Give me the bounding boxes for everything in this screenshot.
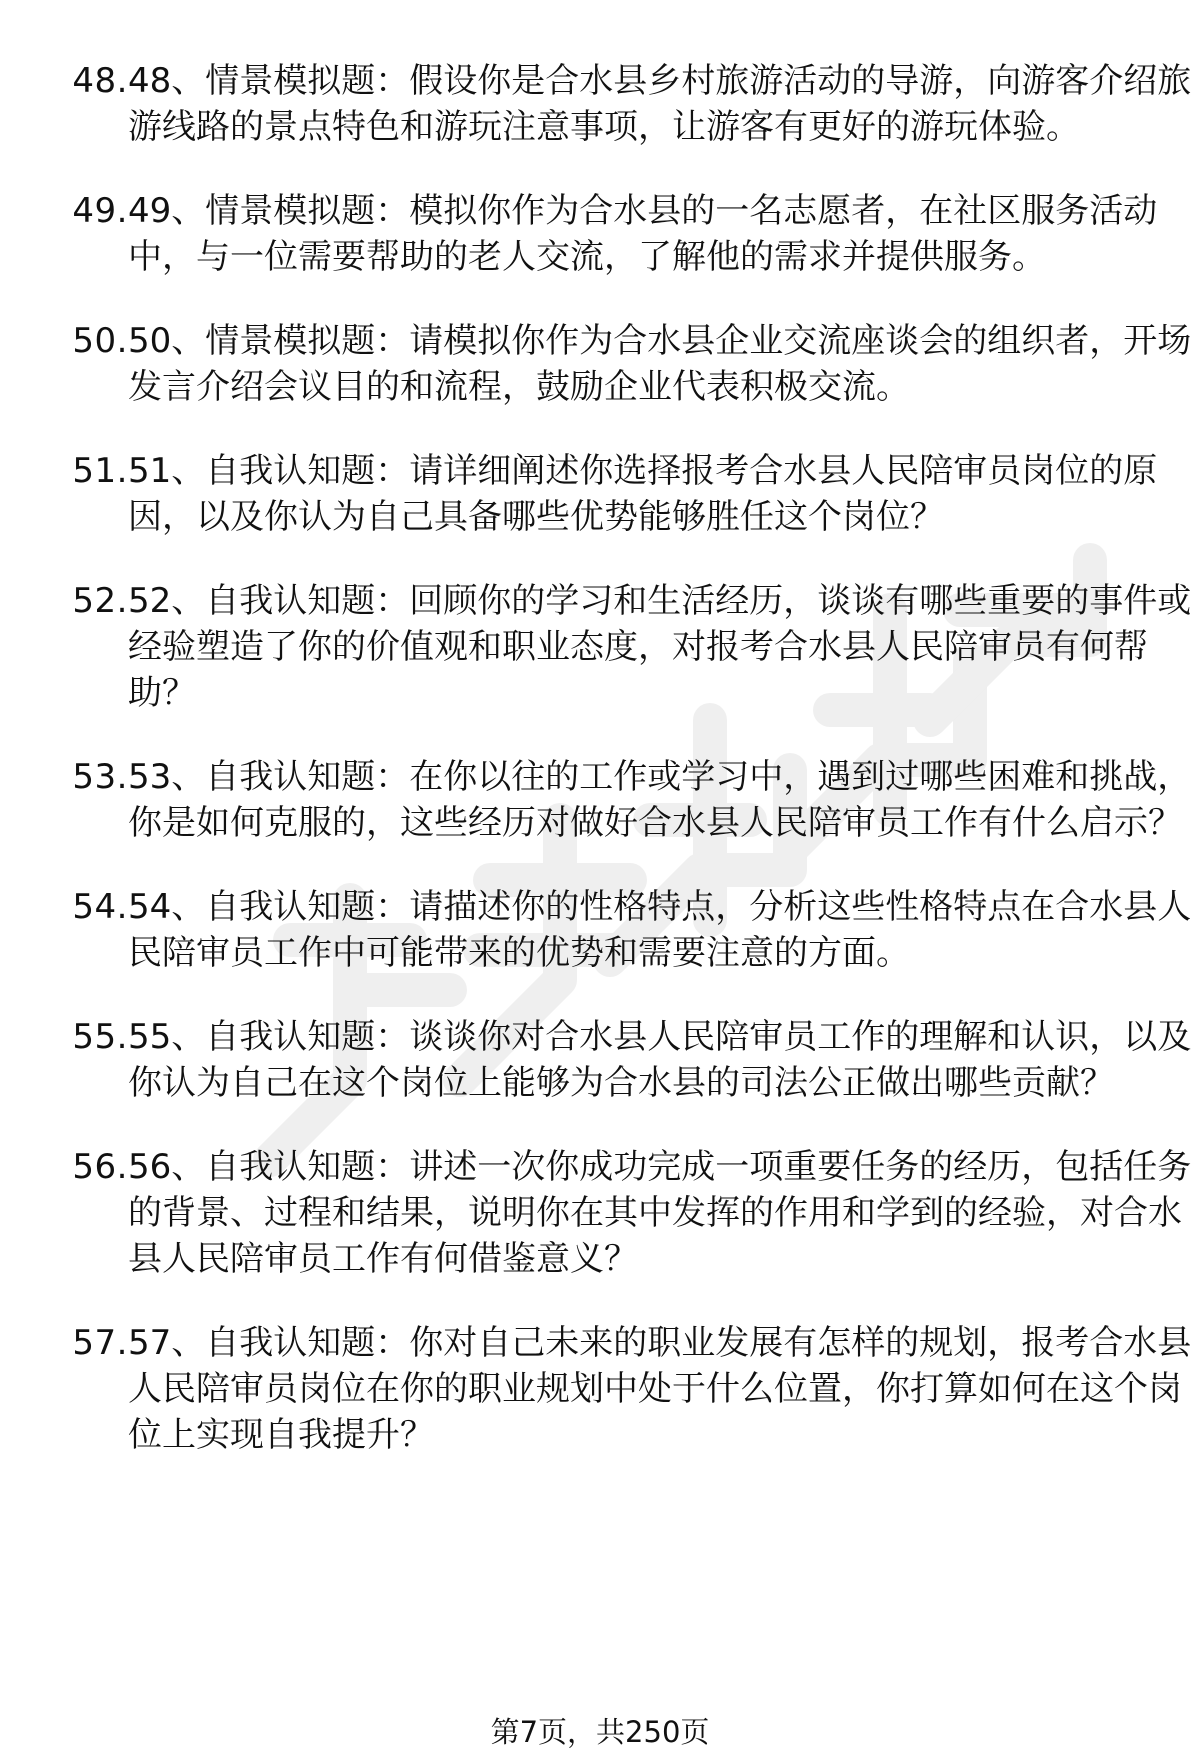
question-text: 57、自我认知题：你对自己未来的职业发展有怎样的规划，报考合水县人民陪审员岗位在你的职业规划中处于什么位置，你打算如何在这个岗位上实现自我提升？	[128, 1323, 1192, 1455]
question-text: 55、自我认知题：谈谈你对合水县人民陪审员工作的理解和认识，以及你认为自己在这个岗位上能够为合水县的司法公正做出哪些贡献？	[128, 1017, 1192, 1103]
list-item	[0, 754, 1200, 846]
question-text: 54、自我认知题：请描述你的性格特点，分析这些性格特点在合水县人民陪审员工作中可能带来的优势和需要注意的方面。	[128, 887, 1192, 973]
list-item	[0, 318, 1200, 410]
list-item	[0, 1144, 1200, 1282]
question-number: 49.	[72, 191, 128, 231]
question-number: 52.	[72, 581, 128, 621]
list-item	[0, 448, 1200, 540]
question-text: 50、情景模拟题：请模拟你作为合水县企业交流座谈会的组织者，开场发言介绍会议目的和流程，鼓励企业代表积极交流。	[128, 321, 1192, 407]
list-item	[0, 58, 1200, 150]
list-item	[0, 188, 1200, 280]
list-item	[0, 578, 1200, 716]
question-number: 53.	[72, 757, 128, 797]
question-number: 56.	[72, 1147, 128, 1187]
list-item	[0, 1014, 1200, 1106]
question-number: 54.	[72, 887, 128, 927]
question-text: 51、自我认知题：请详细阐述你选择报考合水县人民陪审员岗位的原因，以及你认为自己具备哪些优势能够胜任这个岗位？	[128, 451, 1158, 537]
question-number: 50.	[72, 321, 128, 361]
question-text: 49、情景模拟题：模拟你作为合水县的一名志愿者，在社区服务活动中，与一位需要帮助的老人交流，了解他的需求并提供服务。	[128, 191, 1158, 277]
question-number: 51.	[72, 451, 128, 491]
page-number-footer: 第7页，共250页	[490, 1715, 710, 1749]
question-text: 52、自我认知题：回顾你的学习和生活经历，谈谈有哪些重要的事件或经验塑造了你的价值观和职业态度，对报考合水县人民陪审员有何帮助？	[128, 581, 1192, 713]
question-text: 56、自我认知题：讲述一次你成功完成一项重要任务的经历，包括任务的背景、过程和结果，说明你在其中发挥的作用和学到的经验，对合水县人民陪审员工作有何借鉴意义？	[128, 1147, 1192, 1279]
question-number: 48.	[72, 61, 128, 101]
question-list	[0, 58, 1200, 1496]
question-number: 57.	[72, 1323, 128, 1363]
question-text: 48、情景模拟题：假设你是合水县乡村旅游活动的导游，向游客介绍旅游线路的景点特色和游玩注意事项，让游客有更好的游玩体验。	[128, 61, 1192, 147]
list-item	[0, 1320, 1200, 1458]
list-item	[0, 884, 1200, 976]
question-text: 53、自我认知题：在你以往的工作或学习中，遇到过哪些困难和挑战，你是如何克服的，这些经历对做好合水县人民陪审员工作有什么启示？	[128, 757, 1192, 843]
question-number: 55.	[72, 1017, 128, 1057]
